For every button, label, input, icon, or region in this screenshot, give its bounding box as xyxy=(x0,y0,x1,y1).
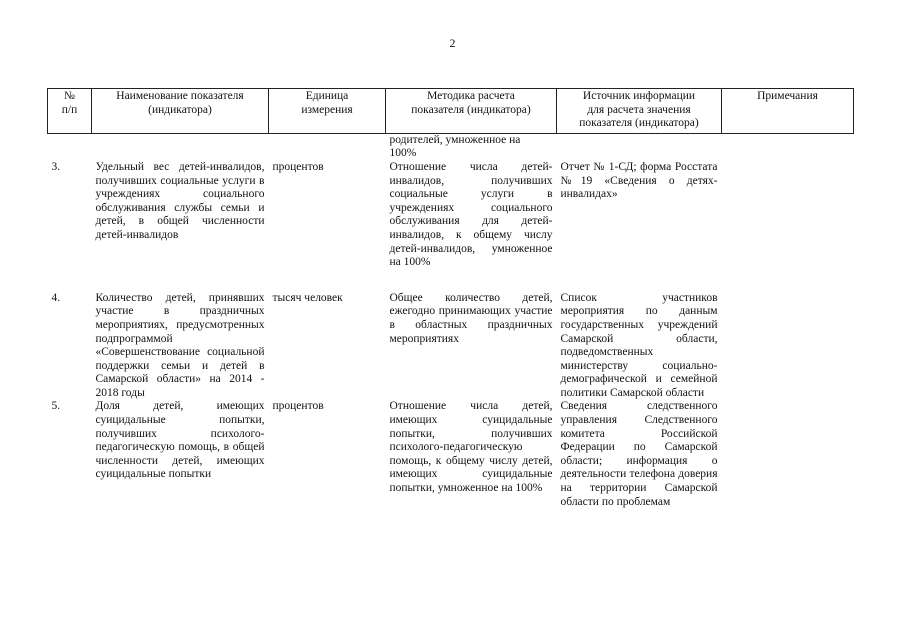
cell-source xyxy=(557,133,722,161)
cell-name xyxy=(92,133,269,161)
cell-note xyxy=(722,292,854,401)
cell-method: Общее количество детей, ежегодно принимающих участие в областных праздничных мероприятиях xyxy=(389,291,553,345)
cell-method: Отношение числа детей, имеющих суицидальные попытки, получивших психолого-педагогическую помощь, к общему числу детей, имеющих суицидальные попытки, умноженное на 100% xyxy=(389,400,553,495)
cell-note xyxy=(722,161,854,270)
header-source: Источник информации для расчета значения показателя (индикатора) xyxy=(557,89,722,134)
header-number: № п/п xyxy=(48,89,92,134)
table-row xyxy=(48,400,854,509)
cell-method: Отношение числа детей-инвалидов, получивших социальные услуги в учреждениях социального обслуживания для детей-инвалидов, к общему числу детей-инвалидов, умноженное на 100% xyxy=(389,160,553,269)
cell-unit: тысяч человек xyxy=(272,291,343,304)
cell-unit: процентов xyxy=(272,400,324,413)
table-header-row xyxy=(48,89,854,134)
cell-number: 4. xyxy=(51,291,61,304)
header-method: Методика расчета показателя (индикатора) xyxy=(386,89,557,134)
cell-source: Список участников мероприятия по данным государственных учреждений Самарской области, подведомственных министерству социально-демографической и семейной политики Самарской области xyxy=(560,291,718,399)
cell-name: Количество детей, принявших участие в праздничных мероприятиях, предусмотренных подпрограммой «Совершенствование социальной поддержки семьи и детей в Самарской области» на 2014 - 2018 годы xyxy=(95,291,265,399)
cell-number xyxy=(48,133,92,161)
cell-unit: процентов xyxy=(272,160,324,173)
indicators-table xyxy=(47,88,854,509)
cell-name: Удельный вес детей-инвалидов, получивших социальные услуги в учреждениях социального обслуживания службы семьи и детей, в общей численности детей-инвалидов xyxy=(95,160,265,241)
cell-note xyxy=(722,133,854,161)
cell-note xyxy=(722,400,854,509)
cell-number: 5. xyxy=(51,400,61,413)
header-notes: Примечания xyxy=(722,89,854,134)
table-row-continuation xyxy=(48,133,854,161)
header-indicator-name: Наименование показателя (индикатора) xyxy=(92,89,269,134)
cell-number: 3. xyxy=(51,160,61,173)
cell-source: Сведения следственного управления Следственного комитета Российской Федерации по Самарской области; информация о деятельности телефона доверия на территории Самарской области по проблемам xyxy=(560,400,718,508)
cell-unit xyxy=(269,133,386,161)
cell-name: Доля детей, имеющих суицидальные попытки, получивших психолого-педагогическую помощь, в общей численности детей, имеющих суицидальные попытки xyxy=(95,400,265,481)
cell-source: Отчет № 1-СД; форма Росстата №19 «Сведения о детях-инвалидах» xyxy=(560,160,718,201)
header-unit: Единица измерения xyxy=(269,89,386,134)
table-row xyxy=(48,161,854,270)
table-row xyxy=(48,292,854,401)
cell-method: родителей, умноженное на 100% xyxy=(389,133,521,160)
page-number: 2 xyxy=(449,36,456,50)
row-spacer xyxy=(48,270,854,292)
